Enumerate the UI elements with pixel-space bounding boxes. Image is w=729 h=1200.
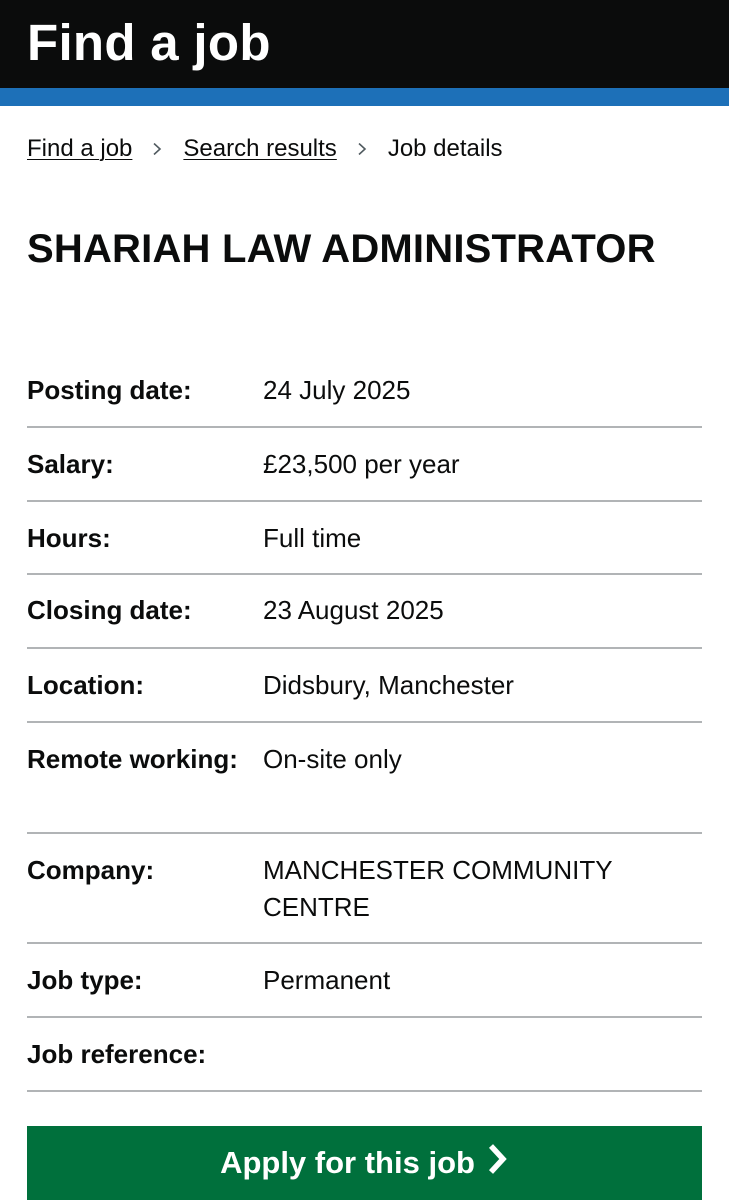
detail-label: Posting date:: [27, 375, 192, 405]
detail-value: 23 August 2025: [263, 595, 444, 625]
detail-label: Location:: [27, 670, 144, 700]
detail-value: £23,500 per year: [263, 449, 460, 479]
chevron-right-icon: [356, 143, 368, 155]
detail-value: 24 July 2025: [263, 375, 411, 405]
detail-value: [287, 1036, 702, 1090]
breadcrumb: [27, 132, 503, 166]
detail-label: Job type:: [27, 965, 143, 995]
job-details-list: [27, 354, 702, 1092]
site-header: [0, 0, 729, 106]
chevron-right-icon: [487, 1143, 509, 1183]
breadcrumb-find-a-job-link[interactable]: Find a job: [27, 135, 133, 162]
detail-label: Remote working:: [27, 744, 238, 774]
detail-value: Full time: [263, 523, 362, 553]
detail-label: Company:: [27, 855, 155, 885]
detail-row-posting-date: [27, 354, 702, 428]
detail-value: Permanent: [263, 965, 391, 995]
detail-value: MANCHESTER COMMUNITY CENTRE: [263, 855, 613, 922]
detail-row-hours: [27, 502, 702, 575]
chevron-right-icon: [151, 143, 163, 155]
apply-button-label: Apply for this job: [220, 1145, 475, 1180]
detail-label: Job reference:: [27, 1039, 207, 1069]
detail-row-job-type: [27, 944, 702, 1018]
detail-value: On-site only: [263, 744, 402, 774]
detail-label: Salary:: [27, 449, 114, 479]
detail-row-closing-date: [27, 575, 702, 649]
apply-button[interactable]: [27, 1126, 702, 1200]
detail-row-company: [27, 834, 702, 944]
detail-row-remote-working: [27, 723, 702, 834]
detail-label: Closing date:: [27, 595, 192, 625]
detail-value: Didsbury, Manchester: [263, 670, 514, 700]
breadcrumb-current-page: Job details: [387, 135, 503, 162]
detail-row-salary: [27, 428, 702, 502]
detail-row-location: [27, 649, 702, 723]
detail-label: Hours:: [27, 523, 111, 553]
detail-row-job-reference: [27, 1018, 702, 1092]
breadcrumb-search-results-link[interactable]: Search results: [183, 135, 337, 162]
header-title[interactable]: Find a job: [27, 14, 271, 71]
job-title: SHARIAH LAW ADMINISTRATOR: [27, 227, 656, 271]
